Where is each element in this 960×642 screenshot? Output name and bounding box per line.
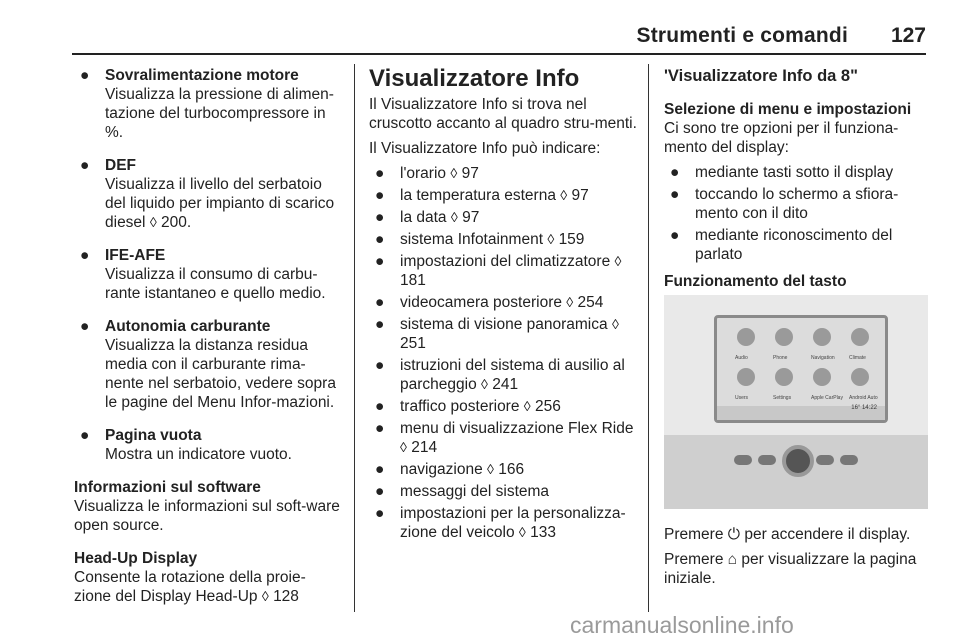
control-knob	[782, 445, 814, 477]
bullet-icon: ●	[375, 357, 385, 374]
reference-icon: ◊	[523, 398, 531, 414]
list-item: ● la data ◊ 97	[375, 209, 480, 226]
reference-icon: ◊	[481, 376, 488, 392]
bullet-icon: ●	[80, 247, 90, 264]
bullet-icon: ●	[670, 186, 680, 203]
list-item: ● sistema di visione panoramica ◊ 251	[375, 316, 619, 352]
page-number: 127	[890, 24, 926, 47]
app-label: Climate	[849, 355, 866, 361]
item-text: Visualizza il consumo di carbu-rante istantaneo e quello medio.	[105, 266, 326, 302]
bullet-icon: ●	[375, 253, 385, 270]
header-rule	[72, 53, 926, 55]
list-item	[74, 66, 342, 142]
home-instruction: Premere ⌂ per visualizzare la pagina iniziale.	[664, 551, 917, 587]
intro-text: Il Visualizzatore Info si trova nel cruscotto accanto al quadro stru-menti.	[369, 96, 637, 132]
software-heading: Informazioni sul software	[74, 479, 261, 496]
app-label: Settings	[773, 395, 792, 401]
list-item: ● impostazioni per la personalizza-zione del veicolo ◊ 133	[375, 505, 626, 541]
section-heading: Visualizzatore Info	[369, 65, 580, 92]
app-label: Apple CarPlay	[811, 395, 843, 401]
home-icon: ⌂	[727, 551, 738, 568]
hud-heading: Head-Up Display	[74, 550, 198, 567]
column-divider	[354, 64, 355, 612]
page-header	[0, 0, 960, 56]
bullet-icon: ●	[375, 483, 385, 500]
bullet-icon: ●	[670, 164, 680, 181]
list-item: ● sistema Infotainment ◊ 159	[375, 231, 585, 248]
app-label: Android Auto	[849, 395, 878, 401]
subsection-heading: 'Visualizzatore Info da 8"	[664, 67, 858, 85]
app-icon	[737, 328, 755, 346]
reference-icon: ◊	[566, 294, 574, 310]
app-icon	[775, 328, 793, 346]
bullet-icon: ●	[375, 505, 385, 522]
list-item	[74, 246, 342, 303]
item-text: Visualizza il livello del serbatoio del liquido per impianto di scarico diesel ◊ 200.	[105, 176, 335, 231]
app-icon	[813, 328, 831, 346]
options-intro: Ci sono tre opzioni per il funziona-mento del display:	[664, 120, 899, 156]
item-title: IFE-AFE	[105, 247, 166, 264]
item-title: Autonomia carburante	[105, 318, 271, 335]
bullet-icon: ●	[375, 187, 385, 204]
reference-icon: ◊	[614, 253, 622, 269]
bullet-icon: ●	[80, 157, 90, 174]
status-time: 16° 14:22	[851, 405, 877, 411]
status-bar	[717, 406, 885, 420]
menu-selection-heading: Selezione di menu e impostazioni	[664, 101, 912, 118]
back-button	[816, 455, 834, 465]
bullet-icon: ●	[670, 227, 680, 244]
list-item: ● la temperatura esterna ◊ 97	[375, 187, 589, 204]
list-item: ● istruzioni del sistema di ausilio al parcheggio ◊ 241	[375, 357, 625, 393]
bullet-icon: ●	[375, 420, 385, 437]
item-title: DEF	[105, 157, 136, 174]
item-text: Visualizza la distanza residua media con il carburante rima-nente nel serbatoio, vedere sopra le pagine del Menu Infor-mazioni.	[105, 337, 336, 411]
app-label: Phone	[773, 355, 788, 361]
reference-icon: ◊	[547, 231, 555, 247]
list-item	[74, 317, 342, 412]
section-title: Strumenti e comandi	[636, 24, 848, 47]
bullet-icon: ●	[375, 209, 385, 226]
info-display-photo	[664, 295, 928, 509]
list-item: ● impostazioni del climatizzatore ◊ 181	[375, 253, 622, 289]
list-item: ● menu di visualizzazione Flex Ride ◊ 214	[375, 420, 634, 456]
item-title: Pagina vuota	[105, 427, 202, 444]
item-text: Mostra un indicatore vuoto.	[105, 446, 292, 463]
app-icon	[851, 368, 869, 386]
bullet-icon: ●	[80, 427, 90, 444]
power-button	[734, 455, 752, 465]
list-item: ● mediante riconoscimento del parlato	[670, 227, 893, 263]
home-button	[758, 455, 776, 465]
app-label: Navigation	[811, 355, 835, 361]
bullet-icon: ●	[375, 294, 385, 311]
column-1	[74, 66, 342, 620]
app-label: Users	[735, 395, 749, 401]
bullet-icon: ●	[375, 461, 385, 478]
list-intro: Il Visualizzatore Info può indicare:	[369, 140, 601, 157]
column-2	[369, 66, 637, 545]
display-screen	[714, 315, 888, 423]
app-icon	[737, 368, 755, 386]
reference-icon: ◊	[149, 214, 157, 230]
app-icon	[851, 328, 869, 346]
reference-icon: ◊	[450, 209, 458, 225]
bullet-icon: ●	[375, 398, 385, 415]
reference-icon: ◊	[450, 165, 458, 181]
app-label: Audio	[735, 355, 748, 361]
list-item: ● mediante tasti sotto il display	[670, 164, 894, 181]
reference-icon: ◊	[611, 316, 619, 332]
app-icon	[813, 368, 831, 386]
list-item: ● l'orario ◊ 97	[375, 165, 479, 182]
power-icon: ⏻	[727, 526, 741, 543]
bullet-icon: ●	[375, 165, 385, 182]
reference-icon: ◊	[560, 187, 568, 203]
bullet-icon: ●	[80, 67, 90, 84]
hud-text: Consente la rotazione della proie-zione del Display Head-Up ◊ 128	[74, 569, 306, 605]
list-item: ● messaggi del sistema	[375, 483, 550, 500]
bullet-icon: ●	[375, 316, 385, 333]
software-text: Visualizza le informazioni sul soft-ware open source.	[74, 498, 340, 534]
item-text: Visualizza la pressione di alimen-tazione del turbocompressore in %.	[105, 86, 334, 141]
reference-icon: ◊	[400, 439, 407, 455]
bullet-icon: ●	[375, 231, 385, 248]
list-item: ● toccando lo schermo a sfiora-mento con il dito	[670, 186, 899, 222]
list-item: ● traffico posteriore ◊ 256	[375, 398, 561, 415]
column-3	[664, 66, 928, 602]
app-icon	[775, 368, 793, 386]
menu-button	[840, 455, 858, 465]
reference-icon: ◊	[518, 524, 526, 540]
watermark: carmanualsonline.info	[570, 612, 794, 638]
item-title: Sovralimentazione motore	[105, 67, 299, 84]
reference-icon: ◊	[487, 461, 494, 477]
list-item	[74, 156, 342, 232]
button-operation-heading: Funzionamento del tasto	[664, 273, 847, 290]
column-divider	[648, 64, 649, 612]
bullet-icon: ●	[80, 318, 90, 335]
list-item: ● videocamera posteriore ◊ 254	[375, 294, 604, 311]
list-item: ● navigazione ◊ 166	[375, 461, 525, 478]
power-instruction: Premere ⏻ per accendere il display.	[664, 526, 911, 543]
list-item	[74, 426, 342, 464]
